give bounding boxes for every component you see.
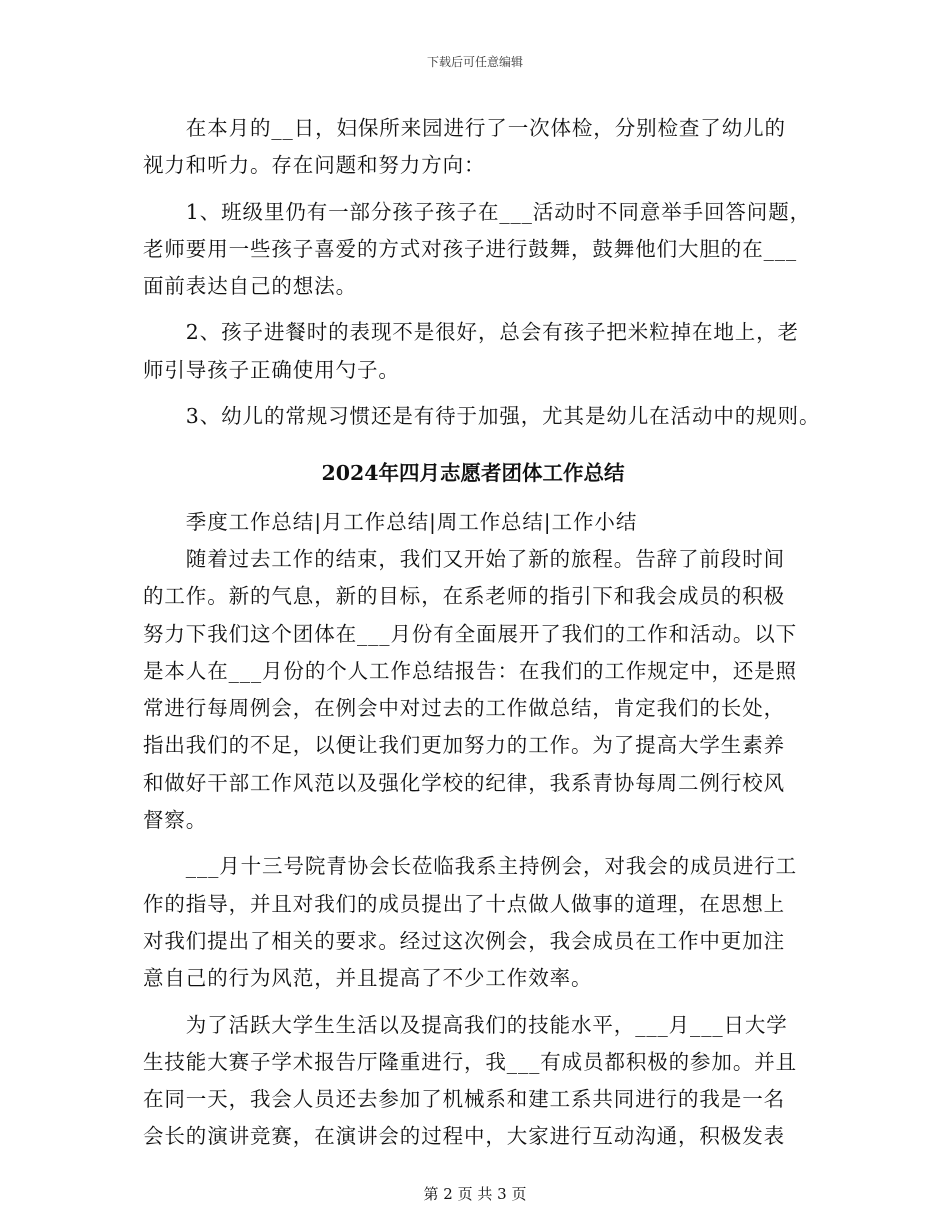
document-body — [143, 110, 823, 1156]
text-line: 指出我们的不足，以便让我们更加努力的工作。为了提高大学生素养 — [143, 733, 785, 758]
paragraph-3 — [143, 1007, 823, 1156]
text-line: 对我们提出了相关的要求。经过这次例会，我会成员在工作中更加注 — [143, 928, 785, 953]
text-line: 督察。 — [143, 808, 208, 833]
page-header-note: 下载后可任意编辑 — [426, 55, 523, 69]
text-line: 随着过去工作的结束，我们又开始了新的旅程。告辞了前段时间 — [143, 546, 785, 571]
text-line: 努力下我们这个团体在___月份有全面展开了我们的工作和活动。以下 — [143, 621, 798, 646]
text-line: 在同一天，我会人员还去参加了机械系和建工系共同进行的我是一名 — [143, 1087, 785, 1112]
text-line: 是本人在___月份的个人工作总结报告：在我们的工作规定中，还是照 — [143, 658, 798, 683]
category-tags: 季度工作总结|月工作总结|周工作总结|工作小结 — [143, 509, 638, 534]
text-line: 生技能大赛子学术报告厅隆重进行，我___有成员都积极的参加。并且 — [143, 1049, 798, 1074]
text-line: 视力和听力。存在问题和努力方向： — [143, 153, 486, 178]
text-line: 作的指导，并且对我们的成员提出了十点做人做事的道理，在思想上 — [143, 891, 785, 916]
text-line: 3、幼儿的常规习惯还是有待于加强，尤其是幼儿在活动中的规则。 — [143, 404, 821, 429]
text-line: 常进行每周例会，在例会中对过去的工作做总结，肯定我们的长处， — [143, 696, 785, 721]
text-line: 为了活跃大学生生活以及提高我们的技能水平，___月___日大学 — [143, 1012, 788, 1037]
text-line: 面前表达自己的想法。 — [143, 274, 357, 299]
paragraph-1 — [143, 541, 823, 839]
document-title: 2024年四月志愿者团体工作总结 — [321, 461, 625, 486]
page-number: 第 2 页 共 3 页 — [423, 1185, 527, 1203]
text-line: 意自己的行为风范，并且提高了不少工作效率。 — [143, 966, 593, 991]
text-line: 2、孩子进餐时的表现不是很好，总会有孩子把米粒掉在地上，老 — [143, 320, 799, 345]
text-line: 会长的演讲竞赛，在演讲会的过程中，大家进行互动沟通，积极发表 — [143, 1124, 785, 1149]
text-line: 老师要用一些孩子喜爱的方式对孩子进行鼓舞，鼓舞他们大胆的在___ — [143, 236, 798, 261]
text-line: 的工作。新的气息，新的目标，在系老师的指引下和我会成员的积极 — [143, 584, 785, 609]
section-checkup — [143, 110, 823, 435]
text-line: 师引导孩子正确使用勺子。 — [143, 357, 400, 382]
paragraph-2 — [143, 848, 823, 997]
text-line: 和做好干部工作风范以及强化学校的纪律，我系青协每周二例行校风 — [143, 770, 785, 795]
text-line: ___月十三号院青协会长莅临我系主持例会，对我会的成员进行工 — [143, 854, 798, 879]
text-line: 在本月的__日，妇保所来园进行了一次体检，分别检查了幼儿的 — [143, 116, 786, 140]
text-line: 1、班级里仍有一部分孩子孩子在___活动时不同意举手回答问题， — [143, 199, 811, 224]
